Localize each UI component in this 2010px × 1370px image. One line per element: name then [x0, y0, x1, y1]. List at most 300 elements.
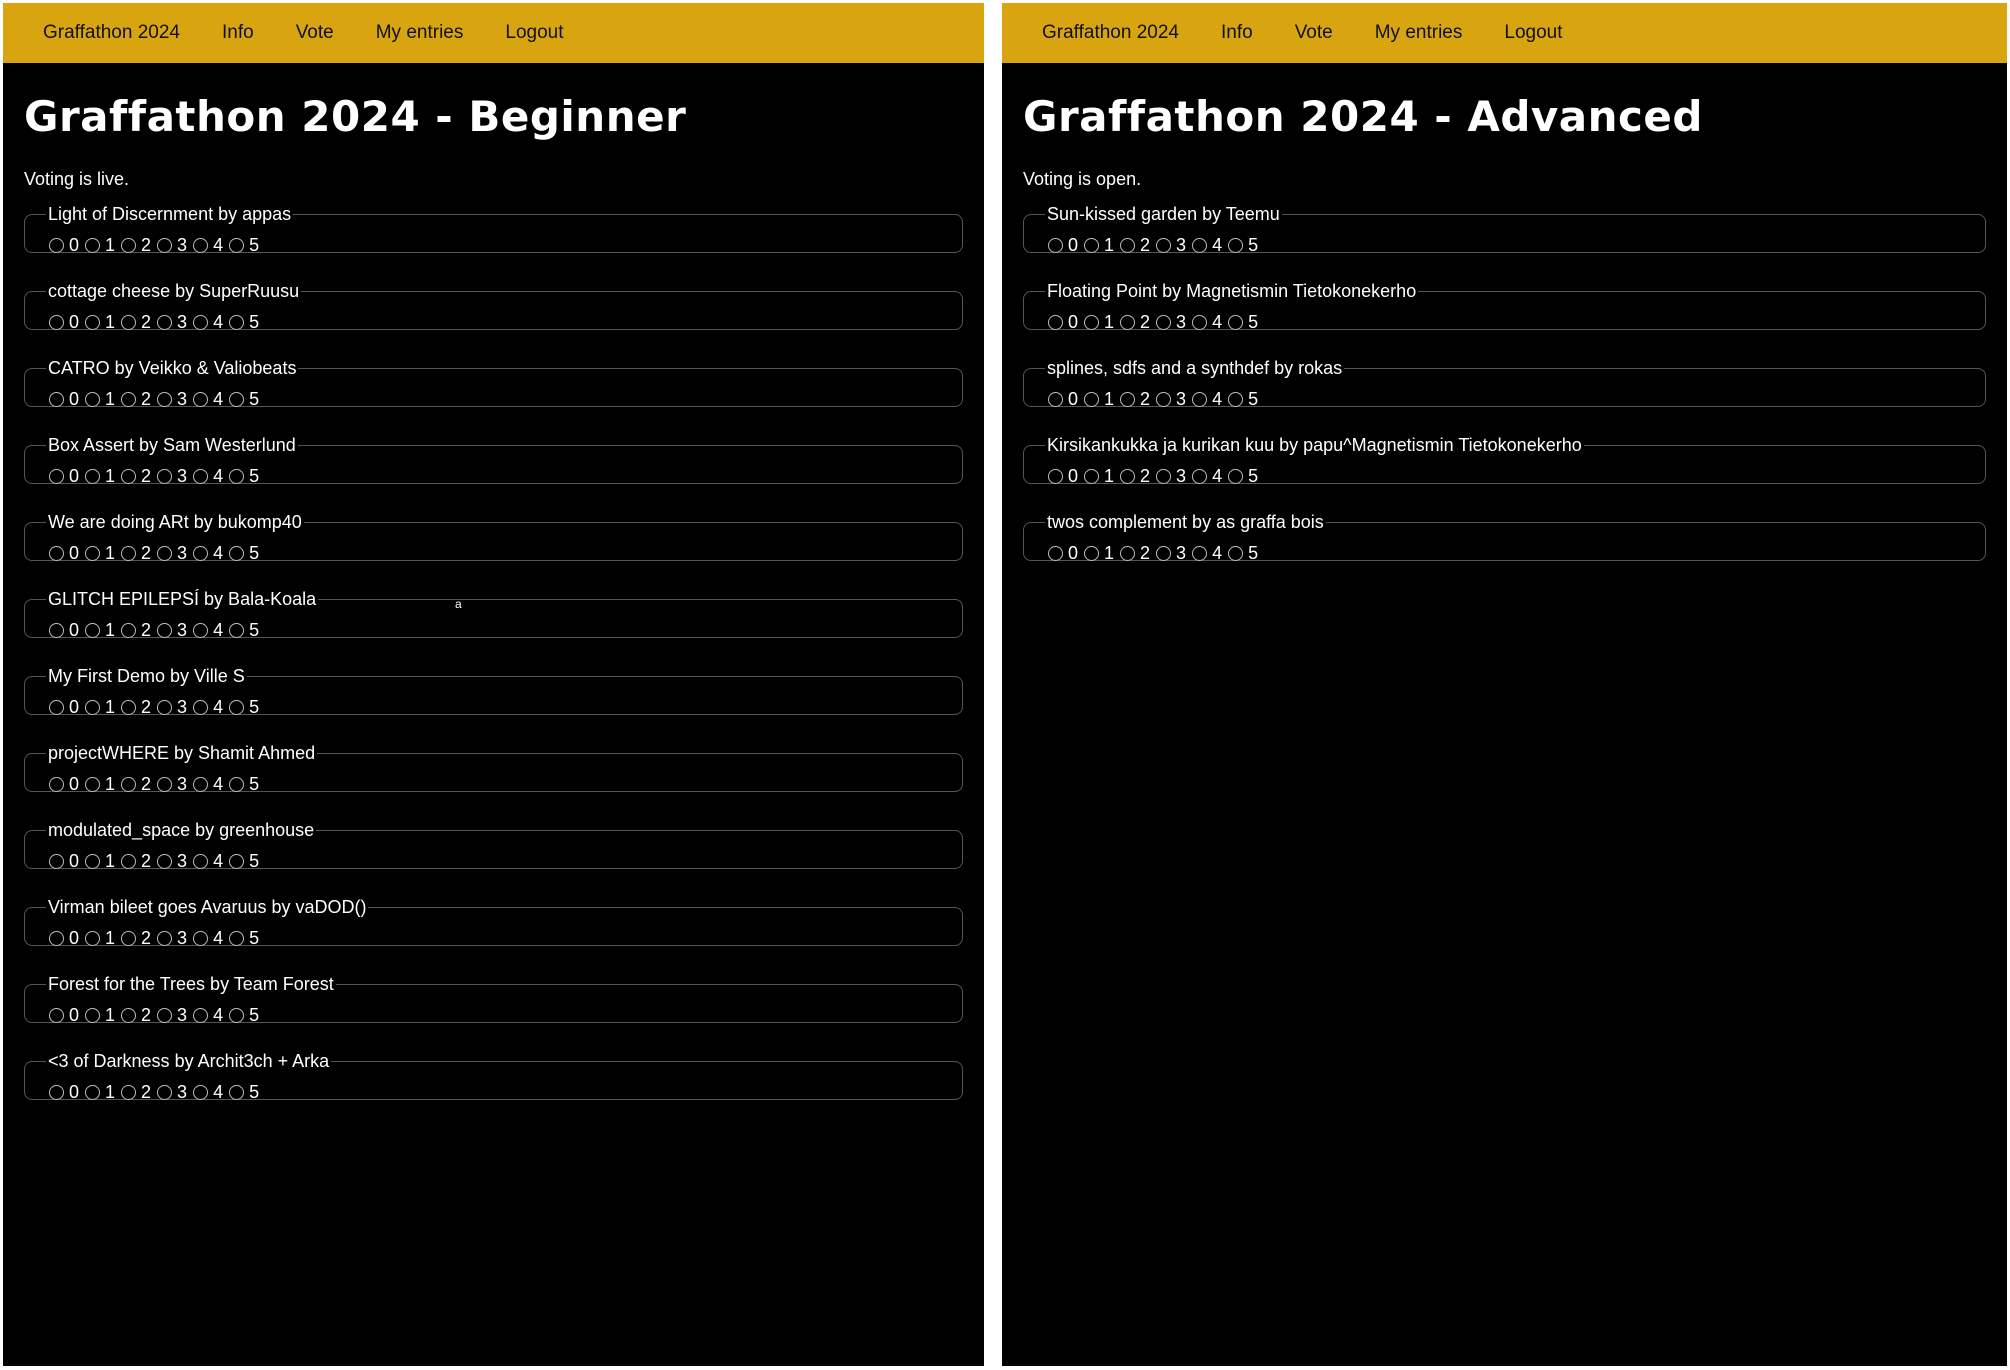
score-option[interactable] — [193, 466, 229, 487]
score-label: 0 — [1068, 312, 1079, 332]
radio-button[interactable] — [85, 1008, 100, 1023]
score-label: 5 — [1248, 235, 1259, 255]
radio-button[interactable] — [229, 392, 244, 407]
score-label: 4 — [213, 389, 224, 409]
radio-button[interactable] — [1192, 469, 1207, 484]
score-radio-group — [1048, 389, 1985, 410]
top-navbar — [1002, 3, 2007, 63]
radio-button[interactable] — [229, 315, 244, 330]
score-option[interactable] — [1228, 466, 1264, 487]
score-option[interactable] — [229, 389, 265, 410]
score-option[interactable] — [121, 389, 157, 410]
score-label: 2 — [1140, 543, 1151, 563]
score-label: 5 — [249, 928, 260, 948]
radio-button[interactable] — [1048, 392, 1063, 407]
score-option[interactable] — [1084, 235, 1120, 256]
radio-button[interactable] — [121, 854, 136, 869]
radio-button[interactable] — [157, 623, 172, 638]
score-label: 1 — [105, 1005, 116, 1025]
score-option[interactable] — [157, 620, 193, 641]
radio-button[interactable] — [229, 854, 244, 869]
radio-button[interactable] — [49, 1008, 64, 1023]
score-option[interactable] — [49, 1005, 85, 1026]
entry-card — [1023, 435, 1986, 484]
score-label: 3 — [177, 928, 188, 948]
score-option[interactable] — [1192, 466, 1228, 487]
score-label: 3 — [177, 851, 188, 871]
score-option[interactable] — [1048, 312, 1084, 333]
radio-button[interactable] — [85, 854, 100, 869]
radio-button[interactable] — [229, 777, 244, 792]
score-label: 1 — [105, 466, 116, 486]
score-option[interactable] — [193, 620, 229, 641]
score-label: 5 — [249, 774, 260, 794]
nav-info-link[interactable]: Info — [1220, 22, 1253, 43]
score-option[interactable] — [49, 774, 85, 795]
radio-button[interactable] — [85, 392, 100, 407]
score-label: 4 — [1212, 543, 1223, 563]
score-option[interactable] — [157, 1005, 193, 1026]
score-option[interactable] — [1192, 389, 1228, 410]
radio-button[interactable] — [121, 700, 136, 715]
radio-button[interactable] — [1192, 546, 1207, 561]
entry-title: cottage cheese by SuperRuusu — [48, 281, 300, 301]
entry-card — [24, 666, 963, 715]
radio-button[interactable] — [193, 392, 208, 407]
top-navbar — [3, 3, 984, 63]
score-option[interactable] — [1156, 235, 1192, 256]
score-option[interactable] — [121, 851, 157, 872]
score-option[interactable] — [1120, 543, 1156, 564]
nav-logout-link[interactable]: Logout — [1504, 22, 1563, 43]
score-option[interactable] — [121, 312, 157, 333]
score-option[interactable] — [193, 235, 229, 256]
radio-button[interactable] — [1084, 546, 1099, 561]
score-option[interactable] — [157, 235, 193, 256]
radio-button[interactable] — [157, 469, 172, 484]
score-label: 4 — [213, 312, 224, 332]
page-title: Graffathon 2024 - Beginner — [24, 92, 687, 141]
score-option[interactable] — [121, 543, 157, 564]
radio-button[interactable] — [157, 546, 172, 561]
nav-my-entries-link[interactable]: My entries — [1374, 22, 1463, 43]
radio-button[interactable] — [1228, 238, 1243, 253]
radio-button[interactable] — [1192, 392, 1207, 407]
score-radio-group — [1048, 235, 1985, 256]
score-option[interactable] — [121, 1082, 157, 1103]
entry-card — [1023, 204, 1986, 253]
score-label: 5 — [249, 235, 260, 255]
nav-vote-link[interactable]: Vote — [295, 22, 334, 43]
radio-button[interactable] — [229, 623, 244, 638]
radio-button[interactable] — [85, 700, 100, 715]
radio-button[interactable] — [1156, 546, 1171, 561]
radio-button[interactable] — [193, 546, 208, 561]
entry-card — [24, 974, 963, 1023]
radio-button[interactable] — [193, 1008, 208, 1023]
score-label: 0 — [69, 312, 80, 332]
radio-button[interactable] — [1156, 469, 1171, 484]
score-label: 2 — [141, 466, 152, 486]
score-option[interactable] — [1120, 466, 1156, 487]
score-option[interactable] — [193, 543, 229, 564]
score-label: 5 — [249, 620, 260, 640]
score-option[interactable] — [85, 543, 121, 564]
radio-button[interactable] — [229, 546, 244, 561]
radio-button[interactable] — [157, 315, 172, 330]
radio-button[interactable] — [85, 777, 100, 792]
score-label: 4 — [1212, 466, 1223, 486]
entry-card — [1023, 281, 1986, 330]
radio-button[interactable] — [157, 700, 172, 715]
score-option[interactable] — [1048, 466, 1084, 487]
radio-button[interactable] — [121, 392, 136, 407]
score-option[interactable] — [229, 928, 265, 949]
score-option[interactable] — [1156, 389, 1192, 410]
score-option[interactable] — [1048, 389, 1084, 410]
radio-button[interactable] — [229, 931, 244, 946]
radio-button[interactable] — [193, 1085, 208, 1100]
entry-title: Sun-kissed garden by Teemu — [1047, 204, 1280, 224]
radio-button[interactable] — [157, 1008, 172, 1023]
radio-button[interactable] — [1120, 238, 1135, 253]
score-option[interactable] — [49, 1082, 85, 1103]
score-label: 5 — [249, 543, 260, 563]
score-option[interactable] — [1084, 312, 1120, 333]
score-label: 0 — [69, 466, 80, 486]
score-radio-group — [1048, 543, 1985, 564]
radio-button[interactable] — [49, 854, 64, 869]
radio-button[interactable] — [1228, 469, 1243, 484]
score-label: 3 — [177, 466, 188, 486]
score-label: 5 — [249, 312, 260, 332]
radio-button[interactable] — [1120, 469, 1135, 484]
score-radio-group — [49, 620, 962, 641]
score-option[interactable] — [193, 928, 229, 949]
radio-button[interactable] — [193, 700, 208, 715]
score-option[interactable] — [157, 389, 193, 410]
score-option[interactable] — [1192, 312, 1228, 333]
score-option[interactable] — [1048, 235, 1084, 256]
score-option[interactable] — [193, 1082, 229, 1103]
score-label: 1 — [105, 312, 116, 332]
radio-button[interactable] — [121, 546, 136, 561]
score-option[interactable] — [193, 1005, 229, 1026]
score-radio-group — [1048, 466, 1985, 487]
radio-button[interactable] — [229, 1008, 244, 1023]
radio-button[interactable] — [121, 623, 136, 638]
radio-button[interactable] — [49, 315, 64, 330]
score-option[interactable] — [157, 466, 193, 487]
score-label: 1 — [105, 774, 116, 794]
radio-button[interactable] — [85, 469, 100, 484]
score-option[interactable] — [49, 389, 85, 410]
radio-button[interactable] — [49, 777, 64, 792]
nav-logout-link[interactable]: Logout — [505, 22, 564, 43]
score-option[interactable] — [229, 543, 265, 564]
score-option[interactable] — [1228, 543, 1264, 564]
score-option[interactable] — [85, 1005, 121, 1026]
score-option[interactable] — [85, 1082, 121, 1103]
radio-button[interactable] — [193, 238, 208, 253]
score-option[interactable] — [229, 1082, 265, 1103]
score-option[interactable] — [1156, 466, 1192, 487]
score-option[interactable] — [1228, 235, 1264, 256]
radio-button[interactable] — [193, 623, 208, 638]
radio-button[interactable] — [85, 1085, 100, 1100]
radio-button[interactable] — [157, 854, 172, 869]
score-radio-group — [49, 928, 962, 949]
score-radio-group — [49, 466, 962, 487]
radio-button[interactable] — [1084, 238, 1099, 253]
score-option[interactable] — [49, 543, 85, 564]
radio-button[interactable] — [1048, 315, 1063, 330]
entry-card — [24, 512, 963, 561]
score-option[interactable] — [49, 312, 85, 333]
score-option[interactable] — [121, 1005, 157, 1026]
score-option[interactable] — [1228, 389, 1264, 410]
score-option[interactable] — [1084, 543, 1120, 564]
entry-title: Kirsikankukka ja kurikan kuu by papu^Magnetismin Tietokonekerho — [1047, 435, 1582, 455]
score-radio-group — [49, 697, 962, 718]
radio-button[interactable] — [1228, 392, 1243, 407]
radio-button[interactable] — [193, 854, 208, 869]
score-option[interactable] — [157, 851, 193, 872]
score-option[interactable] — [1120, 312, 1156, 333]
score-option[interactable] — [85, 235, 121, 256]
score-option[interactable] — [157, 774, 193, 795]
radio-button[interactable] — [121, 1085, 136, 1100]
score-option[interactable] — [229, 312, 265, 333]
score-label: 3 — [1176, 543, 1187, 563]
score-option[interactable] — [193, 312, 229, 333]
radio-button[interactable] — [121, 315, 136, 330]
radio-button[interactable] — [49, 700, 64, 715]
entry-card — [24, 820, 963, 869]
nav-vote-link[interactable]: Vote — [1294, 22, 1333, 43]
score-label: 1 — [105, 851, 116, 871]
score-label: 2 — [141, 1082, 152, 1102]
radio-button[interactable] — [1120, 546, 1135, 561]
score-option[interactable] — [157, 543, 193, 564]
entry-title: Light of Discernment by appas — [48, 204, 292, 224]
score-option[interactable] — [85, 851, 121, 872]
score-option[interactable] — [121, 774, 157, 795]
score-label: 3 — [177, 389, 188, 409]
score-label: 4 — [1212, 235, 1223, 255]
score-option[interactable] — [1084, 466, 1120, 487]
main-content — [1002, 63, 2007, 561]
radio-button[interactable] — [229, 700, 244, 715]
score-option[interactable] — [1084, 389, 1120, 410]
score-label: 4 — [213, 1005, 224, 1025]
score-option[interactable] — [229, 697, 265, 718]
radio-button[interactable] — [85, 315, 100, 330]
score-label: 5 — [1248, 389, 1259, 409]
score-label: 0 — [1068, 235, 1079, 255]
score-option[interactable] — [49, 235, 85, 256]
score-option[interactable] — [193, 697, 229, 718]
radio-button[interactable] — [121, 469, 136, 484]
score-option[interactable] — [157, 928, 193, 949]
score-label: 3 — [1176, 466, 1187, 486]
entry-card — [1023, 512, 1986, 561]
score-radio-group — [49, 1005, 962, 1026]
score-label: 5 — [249, 1082, 260, 1102]
score-label: 3 — [1176, 235, 1187, 255]
nav-my-entries-link[interactable]: My entries — [375, 22, 464, 43]
radio-button[interactable] — [49, 392, 64, 407]
score-label: 2 — [141, 697, 152, 717]
score-option[interactable] — [157, 697, 193, 718]
radio-button[interactable] — [49, 469, 64, 484]
radio-button[interactable] — [85, 931, 100, 946]
radio-button[interactable] — [229, 1085, 244, 1100]
score-option[interactable] — [85, 928, 121, 949]
radio-button[interactable] — [1120, 315, 1135, 330]
radio-button[interactable] — [1048, 546, 1063, 561]
score-radio-group — [49, 312, 962, 333]
score-option[interactable] — [49, 697, 85, 718]
score-option[interactable] — [1192, 235, 1228, 256]
radio-button[interactable] — [49, 546, 64, 561]
radio-button[interactable] — [1156, 392, 1171, 407]
score-option[interactable] — [49, 466, 85, 487]
score-option[interactable] — [121, 928, 157, 949]
radio-button[interactable] — [157, 1085, 172, 1100]
score-label: 2 — [141, 389, 152, 409]
radio-button[interactable] — [229, 238, 244, 253]
advanced-panel — [1002, 3, 2007, 1366]
radio-button[interactable] — [85, 623, 100, 638]
score-label: 3 — [1176, 389, 1187, 409]
radio-button[interactable] — [1156, 315, 1171, 330]
score-option[interactable] — [193, 851, 229, 872]
score-option[interactable] — [49, 928, 85, 949]
radio-button[interactable] — [157, 392, 172, 407]
score-label: 3 — [177, 235, 188, 255]
score-option[interactable] — [1156, 312, 1192, 333]
entry-title: splines, sdfs and a synthdef by rokas — [1047, 358, 1343, 378]
radio-button[interactable] — [1084, 392, 1099, 407]
score-option[interactable] — [229, 774, 265, 795]
radio-button[interactable] — [85, 546, 100, 561]
score-option[interactable] — [1120, 235, 1156, 256]
score-radio-group — [49, 851, 962, 872]
score-option[interactable] — [85, 389, 121, 410]
nav-info-link[interactable]: Info — [221, 22, 254, 43]
score-radio-group — [1048, 312, 1985, 333]
score-option[interactable] — [85, 774, 121, 795]
radio-button[interactable] — [1084, 315, 1099, 330]
score-option[interactable] — [121, 235, 157, 256]
radio-button[interactable] — [121, 1008, 136, 1023]
score-option[interactable] — [1228, 312, 1264, 333]
radio-button[interactable] — [1192, 238, 1207, 253]
nav-home-link[interactable]: Graffathon 2024 — [43, 22, 180, 43]
score-label: 3 — [177, 697, 188, 717]
radio-button[interactable] — [85, 238, 100, 253]
score-option[interactable] — [85, 312, 121, 333]
score-label: 0 — [1068, 543, 1079, 563]
score-label: 5 — [249, 851, 260, 871]
radio-button[interactable] — [157, 777, 172, 792]
radio-button[interactable] — [121, 931, 136, 946]
radio-button[interactable] — [49, 931, 64, 946]
score-option[interactable] — [85, 697, 121, 718]
radio-button[interactable] — [1192, 315, 1207, 330]
score-option[interactable] — [193, 774, 229, 795]
radio-button[interactable] — [49, 623, 64, 638]
radio-button[interactable] — [1228, 315, 1243, 330]
score-option[interactable] — [229, 466, 265, 487]
radio-button[interactable] — [121, 238, 136, 253]
score-option[interactable] — [49, 851, 85, 872]
entry-card — [24, 1051, 963, 1100]
radio-button[interactable] — [49, 1085, 64, 1100]
score-radio-group — [49, 1082, 962, 1103]
radio-button[interactable] — [193, 315, 208, 330]
radio-button[interactable] — [229, 469, 244, 484]
score-option[interactable] — [1192, 543, 1228, 564]
radio-button[interactable] — [1228, 546, 1243, 561]
radio-button[interactable] — [193, 931, 208, 946]
score-option[interactable] — [1120, 389, 1156, 410]
score-option[interactable] — [121, 620, 157, 641]
score-radio-group — [49, 235, 962, 256]
entry-title: Forest for the Trees by Team Forest — [48, 974, 334, 994]
radio-button[interactable] — [157, 931, 172, 946]
score-label: 5 — [1248, 312, 1259, 332]
score-option[interactable] — [229, 235, 265, 256]
score-label: 3 — [177, 312, 188, 332]
score-label: 4 — [213, 620, 224, 640]
score-option[interactable] — [49, 620, 85, 641]
score-label: 2 — [141, 1005, 152, 1025]
score-label: 1 — [105, 389, 116, 409]
score-option[interactable] — [85, 620, 121, 641]
score-option[interactable] — [85, 466, 121, 487]
entry-card — [24, 897, 963, 946]
voting-status: Voting is open. — [1023, 169, 1142, 189]
score-option[interactable] — [229, 620, 265, 641]
radio-button[interactable] — [1048, 469, 1063, 484]
score-label: 0 — [69, 851, 80, 871]
score-option[interactable] — [121, 466, 157, 487]
radio-button[interactable] — [1120, 392, 1135, 407]
radio-button[interactable] — [193, 777, 208, 792]
score-label: 1 — [105, 1082, 116, 1102]
score-option[interactable] — [1048, 543, 1084, 564]
score-option[interactable] — [121, 697, 157, 718]
score-option[interactable] — [157, 312, 193, 333]
radio-button[interactable] — [193, 469, 208, 484]
radio-button[interactable] — [49, 238, 64, 253]
radio-button[interactable] — [121, 777, 136, 792]
score-option[interactable] — [229, 1005, 265, 1026]
score-option[interactable] — [157, 1082, 193, 1103]
radio-button[interactable] — [1156, 238, 1171, 253]
score-label: 5 — [1248, 466, 1259, 486]
score-option[interactable] — [193, 389, 229, 410]
score-option[interactable] — [229, 851, 265, 872]
radio-button[interactable] — [157, 238, 172, 253]
radio-button[interactable] — [1048, 238, 1063, 253]
nav-home-link[interactable]: Graffathon 2024 — [1042, 22, 1179, 43]
score-option[interactable] — [1156, 543, 1192, 564]
radio-button[interactable] — [1084, 469, 1099, 484]
score-label: 2 — [141, 851, 152, 871]
